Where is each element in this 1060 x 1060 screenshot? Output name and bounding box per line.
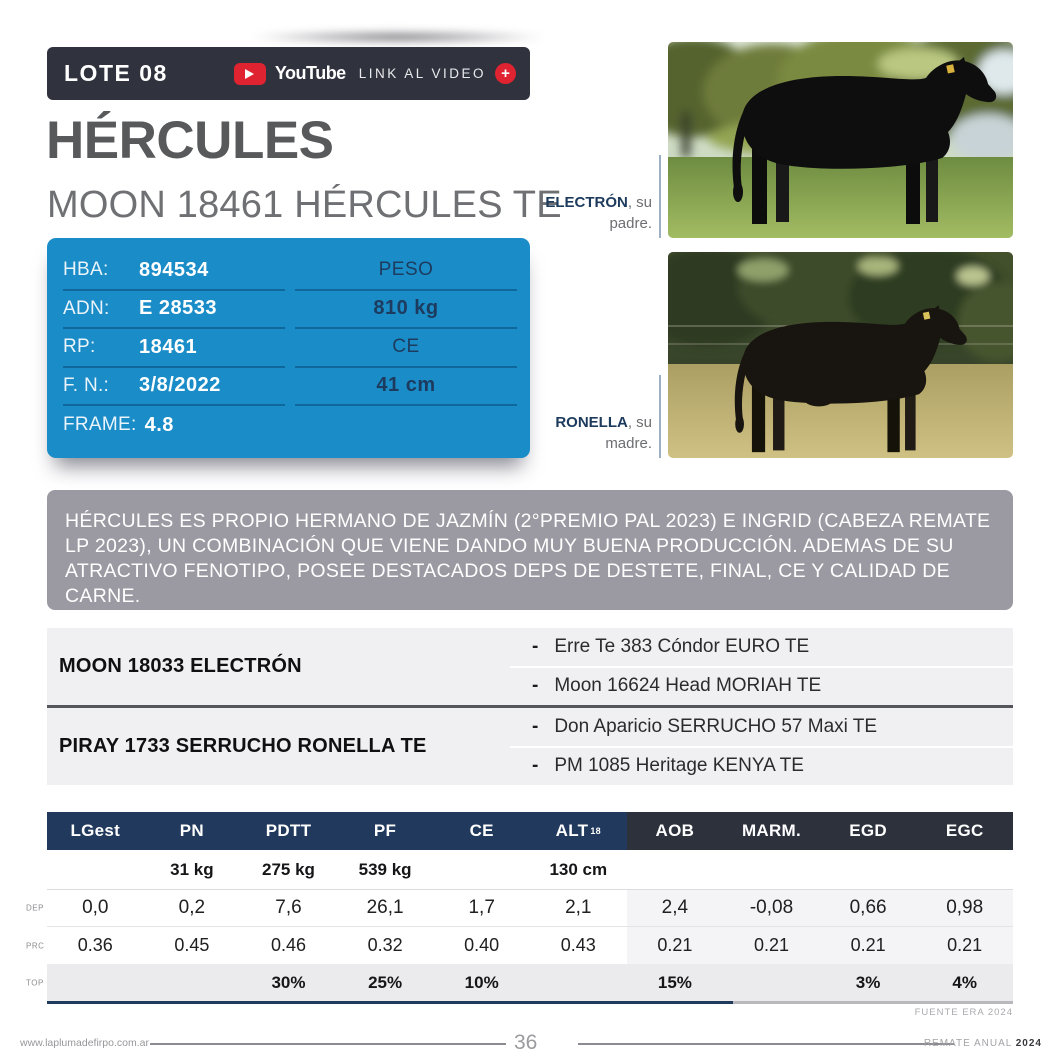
col-egc: EGC xyxy=(916,812,1013,850)
top-alt xyxy=(530,964,627,1001)
animal-info-box xyxy=(47,238,530,458)
page-number: 36 xyxy=(514,1031,538,1054)
prc-aob: 0.21 xyxy=(627,927,724,964)
info-row-frame xyxy=(63,406,285,445)
dam-photo xyxy=(668,252,1013,458)
top-egd: 3% xyxy=(820,964,917,1001)
dam-caption-divider xyxy=(659,375,661,458)
youtube-icon xyxy=(234,63,266,85)
dep-pf: 26,1 xyxy=(366,897,404,918)
play-icon xyxy=(245,69,254,79)
sire-caption xyxy=(540,192,652,234)
rp-value: 18461 xyxy=(139,335,198,358)
top-pdtt: 30% xyxy=(271,972,306,992)
weight-egd xyxy=(820,850,917,889)
prc-egc: 0.21 xyxy=(916,927,1013,964)
weight-pn: 31 kg xyxy=(170,859,214,879)
dep-aob: 2,4 xyxy=(627,890,724,926)
sire-grandparent-1 xyxy=(510,628,1013,666)
hba-value: 894534 xyxy=(139,258,209,281)
info-row-fn xyxy=(63,368,285,407)
sire-pedigree-row xyxy=(47,628,1013,705)
footer-year: 2024 xyxy=(1015,1038,1042,1049)
sire-grandparent-2 xyxy=(510,666,1013,706)
info-right-column xyxy=(295,252,517,406)
col-aob: AOB xyxy=(627,812,724,850)
frame-label: FRAME: xyxy=(63,414,137,436)
dep-egd: 0,66 xyxy=(820,890,917,926)
sire-photo-illustration xyxy=(668,42,1013,238)
dep-row-label: DEP xyxy=(26,903,44,913)
top-marm xyxy=(723,964,820,1001)
youtube-wordmark: YouTube xyxy=(274,63,346,83)
dam-grandparent-2-name: PM 1085 Heritage KENYA TE xyxy=(554,755,804,777)
bullet-dash: - xyxy=(532,715,539,737)
dep-table xyxy=(26,812,1013,1004)
hba-label: HBA: xyxy=(63,259,109,281)
prc-pn: 0.45 xyxy=(174,935,210,955)
prc-values-row xyxy=(26,927,1013,964)
lot-header-bar xyxy=(47,47,530,100)
plus-icon[interactable]: + xyxy=(495,63,516,84)
sire-grandparents xyxy=(510,628,1013,705)
footer-rule-right xyxy=(578,1043,954,1045)
rp-label: RP: xyxy=(63,336,96,358)
bullet-dash: - xyxy=(532,635,539,657)
weight-alt: 130 cm xyxy=(549,859,608,879)
dep-values-row xyxy=(26,890,1013,927)
sire-grandparent-2-name: Moon 16624 Head MORIAH TE xyxy=(554,675,822,697)
dam-grandparent-2 xyxy=(510,746,1013,786)
adn-value: E 28533 xyxy=(139,297,218,320)
prc-marm: 0.21 xyxy=(723,927,820,964)
animal-full-name: MOON 18461 HÉRCULES TE xyxy=(47,184,562,226)
sire-name: ELECTRÓN xyxy=(545,194,628,211)
pedigree-table xyxy=(47,628,1013,785)
sire-photo xyxy=(668,42,1013,238)
source-note: FUENTE ERA 2024 xyxy=(914,1007,1013,1018)
dam-pedigree-row xyxy=(47,708,1013,785)
sire-pedigree-name: MOON 18033 ELECTRÓN xyxy=(47,628,510,705)
footer-event-label: REMATE ANUAL xyxy=(923,1038,1012,1049)
ce-value: 41 cm xyxy=(376,374,436,397)
dam-name: RONELLA xyxy=(555,414,628,431)
col-egd: EGD xyxy=(820,812,917,850)
fn-value: 3/8/2022 xyxy=(139,374,221,397)
weight-marm xyxy=(723,850,820,889)
dam-pedigree-name: PIRAY 1733 SERRUCHO RONELLA TE xyxy=(47,708,510,785)
top-pn xyxy=(144,964,241,1001)
info-row-hba xyxy=(63,252,285,291)
footer-event xyxy=(924,1038,1042,1049)
weight-lgest xyxy=(47,850,144,889)
table-bottom-rule xyxy=(47,1001,1013,1004)
frame-value: 4.8 xyxy=(144,413,174,436)
dam-grandparent-1-name: Don Aparicio SERRUCHO 57 Maxi TE xyxy=(554,715,878,737)
prc-lgest: 0.36 xyxy=(77,935,113,955)
sire-caption-divider xyxy=(659,155,661,238)
weights-row xyxy=(47,850,1013,890)
page-shadow xyxy=(248,30,548,44)
dep-lgest: 0,0 xyxy=(82,897,109,918)
dep-table-header xyxy=(47,812,1013,850)
top-lgest xyxy=(47,964,144,1001)
sire-grandparent-1-name: Erre Te 383 Cóndor EURO TE xyxy=(554,635,810,657)
prc-pf: 0.32 xyxy=(367,935,403,955)
bullet-dash: - xyxy=(532,675,539,697)
dam-grandparents xyxy=(510,708,1013,785)
prc-ce: 0.40 xyxy=(464,935,500,955)
dep-pdtt: 7,6 xyxy=(275,897,302,918)
dep-egc: 0,98 xyxy=(916,890,1013,926)
weight-pf: 539 kg xyxy=(358,859,412,879)
weight-egc xyxy=(916,850,1013,889)
peso-value: 810 kg xyxy=(373,297,439,320)
col-pf: PF xyxy=(337,812,434,850)
dep-alt: 2,1 xyxy=(565,897,592,918)
dam-photo-illustration xyxy=(668,252,1013,458)
prc-egd: 0.21 xyxy=(820,927,917,964)
alt-superscript: 18 xyxy=(590,826,601,836)
col-alt: ALT 18 xyxy=(530,812,627,850)
video-link-label: LINK AL VIDEO xyxy=(358,66,486,81)
prc-alt: 0.43 xyxy=(560,935,596,955)
description-box xyxy=(47,490,1013,610)
top-pf: 25% xyxy=(368,972,403,992)
top-row-label: TOP xyxy=(26,978,44,987)
fn-label: F. N.: xyxy=(63,374,110,396)
prc-row-label: PRC xyxy=(26,941,45,950)
info-row-rp xyxy=(63,329,285,368)
footer-website[interactable]: www.laplumadefirpo.com.ar xyxy=(20,1037,149,1049)
dam-grandparent-1 xyxy=(510,708,1013,746)
peso-label-row xyxy=(295,252,517,291)
weight-aob xyxy=(627,850,724,889)
bullet-dash: - xyxy=(532,755,539,777)
info-left-column xyxy=(63,252,285,445)
peso-label: PESO xyxy=(378,259,434,281)
dam-relation-2: madre. xyxy=(605,435,652,452)
dam-caption xyxy=(540,412,652,454)
lot-number: LOTE 08 xyxy=(64,60,168,86)
top-ce: 10% xyxy=(464,972,499,992)
ce-label: CE xyxy=(392,336,420,358)
col-pdtt: PDTT xyxy=(240,812,337,850)
top-egc: 4% xyxy=(916,964,1013,1001)
video-link[interactable] xyxy=(234,63,516,85)
dam-relation: , su xyxy=(627,414,652,431)
col-pn: PN xyxy=(144,812,241,850)
footer-rule-left xyxy=(150,1043,506,1045)
prc-pdtt: 0.46 xyxy=(270,935,307,955)
sire-relation-2: padre. xyxy=(609,215,652,232)
col-ce: CE xyxy=(433,812,530,850)
top-values-row xyxy=(26,964,1013,1001)
col-lgest: LGest xyxy=(47,812,144,850)
adn-label: ADN: xyxy=(63,297,110,319)
weight-ce xyxy=(433,850,530,889)
dep-marm: -0,08 xyxy=(723,890,820,926)
dep-ce: 1,7 xyxy=(468,897,495,918)
ce-value-row xyxy=(295,368,517,407)
animal-name-title: HÉRCULES xyxy=(46,111,334,170)
dep-pn: 0,2 xyxy=(178,897,206,918)
sire-relation: , su xyxy=(627,194,652,211)
info-row-adn xyxy=(63,291,285,330)
ce-label-row xyxy=(295,329,517,368)
col-marm: MARM. xyxy=(723,812,820,850)
peso-value-row xyxy=(295,291,517,330)
weight-pdtt: 275 kg xyxy=(262,859,315,879)
top-aob: 15% xyxy=(627,964,724,1001)
description-text: HÉRCULES ES PROPIO HERMANO DE JAZMÍN (2°PREMIO PAL 2023) E INGRID (CABEZA REMATE LP 2023), UN COMBINACIÓN QUE VIENE DANDO MUY BUENA PRODUCCIÓN. ADEMAS DE SU ATRACTIVO FENOTIPO, POSEE DESTACADOS DEPS DE DESTETE, FINAL, CE Y CALIDAD DE CARNE. xyxy=(65,510,991,607)
